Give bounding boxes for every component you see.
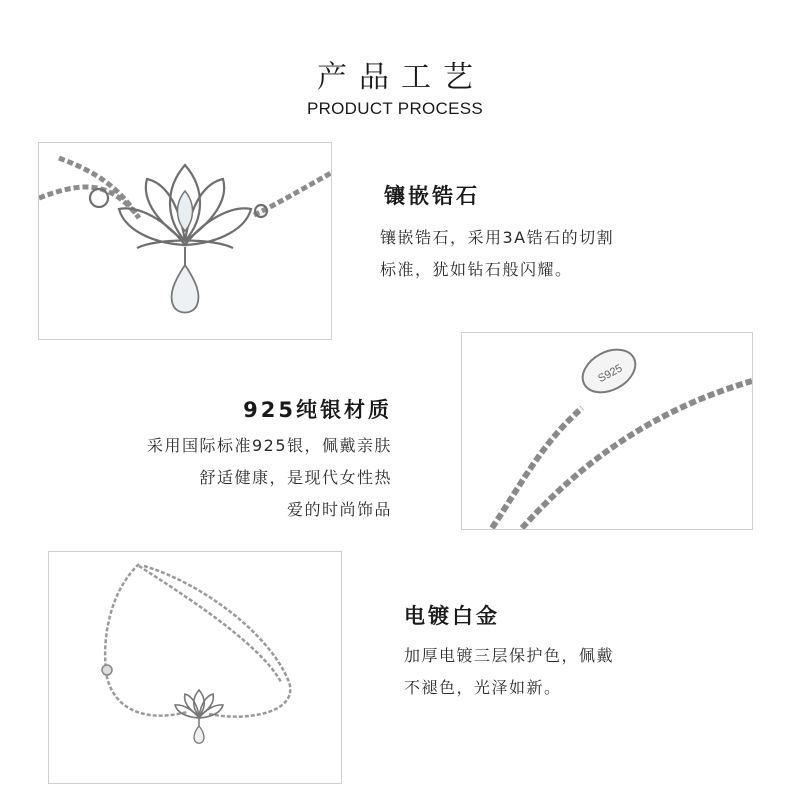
chain-tag-illustration [462, 333, 752, 529]
section-text-zircon-line-1: 镶嵌锆石，采用3A锆石的切割 [380, 228, 615, 247]
section-heading-zircon: 镶嵌锆石 [384, 184, 480, 208]
tag-engraving-text: S925 [596, 362, 625, 386]
section-text-silver-line-1: 采用国际标准925银，佩戴亲肤 [146, 436, 392, 455]
section-text-zircon-line-2: 标准，犹如钻石般闪耀。 [380, 260, 573, 279]
page-title-cn: 产品工艺 [317, 60, 485, 95]
section-heading-silver: 925纯银材质 [243, 398, 392, 422]
lotus-charm-illustration [39, 143, 331, 339]
chain-s925-tag-image [461, 332, 753, 530]
full-bracelet-image [48, 551, 342, 784]
section-text-silver-line-2: 舒适健康，是现代女性热 [199, 468, 392, 487]
section-text-plating-line-2: 不褪色，光泽如新。 [404, 678, 562, 697]
lotus-charm-closeup-image [38, 142, 332, 340]
section-heading-plating: 电镀白金 [404, 604, 500, 628]
full-bracelet-illustration [49, 552, 341, 783]
section-text-plating-line-1: 加厚电镀三层保护色，佩戴 [404, 646, 615, 665]
page-title-en: PRODUCT PROCESS [306, 99, 484, 118]
section-text-silver-line-3: 爱的时尚饰品 [286, 500, 392, 519]
